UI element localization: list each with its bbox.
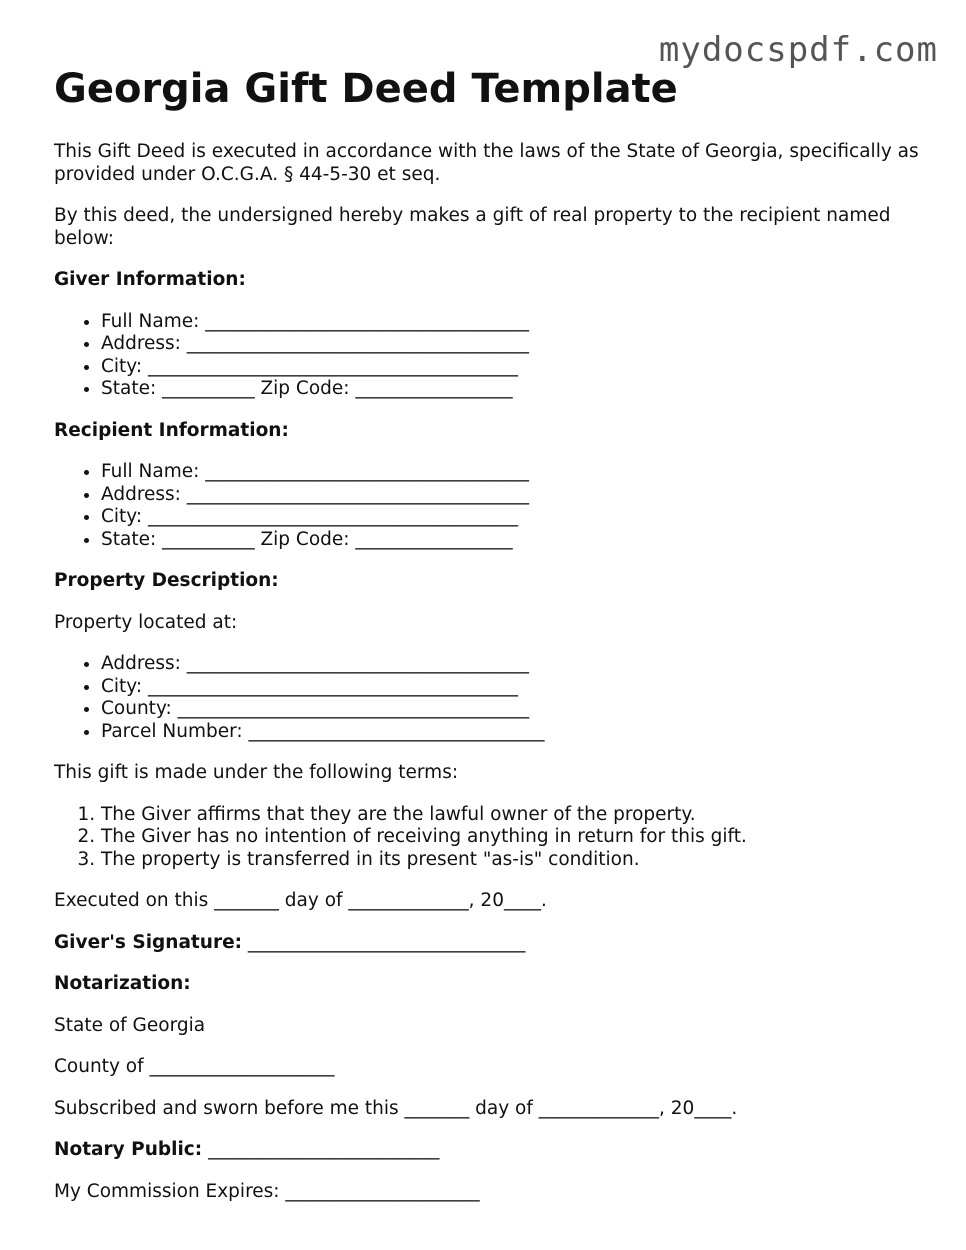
notary-public-label: Notary Public: [54,1139,203,1160]
giver-signature-line [54,932,924,955]
notary-state-text: State of Georgia [54,1014,206,1036]
giver-signature-label: Giver's Signature: [54,931,243,953]
property-address-field: • Address: _____________________________________ [101,653,924,676]
property-located-at-text: Property located at: [54,611,238,633]
document-title: Georgia Gift Deed Template [54,66,678,112]
intro-paragraph-gift: By this deed, the undersigned hereby makes a gift of real property to the recipient named below: [54,205,891,249]
term-item: 2. The Giver has no intention of receiving anything in return for this gift. [101,826,924,849]
giver-full-name-field: • Full Name: ___________________________________ [101,311,924,334]
intro-paragraph-legal: This Gift Deed is executed in accordance with the laws of the State of Georgia, specifically as provided under O.C.G.A. § 44-5-30 et seq. [54,141,919,185]
giver-address-field: • Address: _____________________________________ [101,333,924,356]
giver-info-list [54,311,924,401]
watermark-text: mydocspdf.com [658,30,938,70]
terms-list [54,804,924,872]
giver-city-field: • City: ________________________________________ [101,356,924,379]
notary-county-line: County of ____________________ [54,1056,335,1077]
giver-info-heading: Giver Information: [54,269,246,290]
notary-public-line [54,1139,924,1162]
recipient-full-name-field: • Full Name: ___________________________________ [101,461,924,484]
terms-intro-text: This gift is made under the following terms: [54,762,459,783]
property-description-heading: Property Description: [54,570,279,591]
property-info-list [54,653,924,743]
recipient-city-field: • City: ________________________________________ [101,506,924,529]
notary-subscribed-line: Subscribed and sworn before me this _______ day of _____________, 20____. [54,1097,738,1119]
property-county-field: • County: ______________________________________ [101,698,924,721]
notary-public-blank: _________________________ [208,1139,440,1160]
document-page [54,64,924,1222]
recipient-address-field: • Address: _____________________________________ [101,484,924,507]
term-item: 3. The property is transferred in its present "as-is" condition. [101,849,924,872]
notarization-heading: Notarization: [54,973,191,994]
recipient-info-list [54,461,924,551]
executed-date-line: Executed on this _______ day of _____________, 20____. [54,890,547,911]
recipient-state-zip-field: • State: __________ Zip Code: _________________ [101,529,924,552]
term-item: 1. The Giver affirms that they are the lawful owner of the property. [101,804,924,827]
commission-expires-line: My Commission Expires: _____________________ [54,1180,480,1202]
property-city-field: • City: ________________________________________ [101,676,924,699]
property-parcel-number-field: • Parcel Number: ________________________________ [101,721,924,744]
recipient-info-heading: Recipient Information: [54,419,289,441]
giver-state-zip-field: • State: __________ Zip Code: _________________ [101,378,924,401]
giver-signature-blank: ______________________________ [247,931,526,953]
